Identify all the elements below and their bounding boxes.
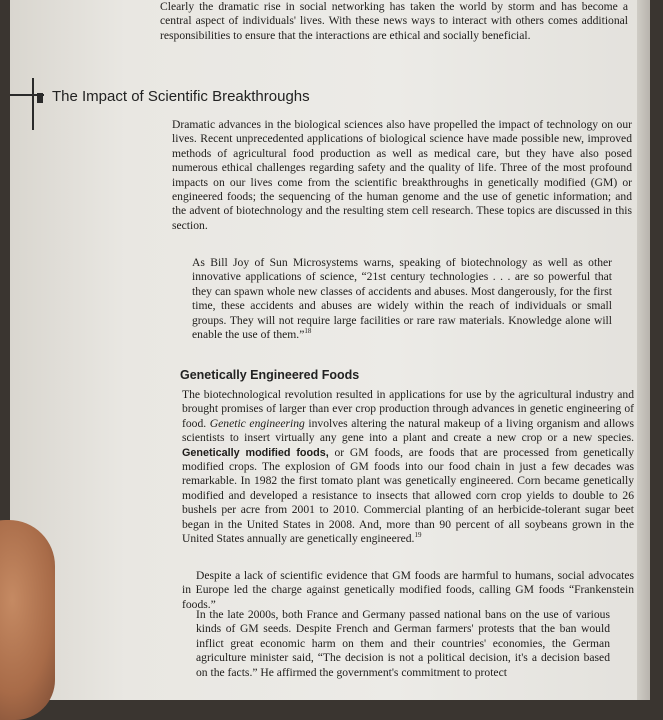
intro-paragraph: Clearly the dramatic rise in social networking has taken the world by storm and has become a central aspect of individuals' lives. With these news ways to interact with others comes additional responsibilities to ensure that the interactions are ethical and socially beneficial. [160,0,628,42]
quote-text: As Bill Joy of Sun Microsystems warns, speaking of biotechnology as well as other innovative applications of science, “21st century technologies . . . are so powerful that they can spawn whole new classes of accidents and abuses. Most dangerously, for the first time, these accidents and abuses are widely within the reach of individuals or small groups. They will not require large facilities or rare raw materials. Knowledge alone will enable the use of them.” [192,256,612,342]
quote-footnote: 18 [304,327,312,336]
gm-paragraph-3: In the late 2000s, both France and Germany passed national bans on the use of various kinds of GM seeds. Despite French and German farmers' protests that the ban would inflict great economic harm on them and their countries' economies, the German agriculture minister said, “The decision is not a political decision, it's a decision based on the facts.” He affirmed the government's commitment to protect [196,608,610,679]
book-page [10,0,650,700]
gm-footnote: 19 [414,531,422,540]
section-marker-vertical [32,78,34,130]
section-marker-block [37,93,43,103]
subheading: Genetically Engineered Foods [180,368,360,382]
gm-term-modified-foods: Genetically modified foods, [182,446,329,459]
gm-text-2: involves altering the natural makeup of a living organism and allows scientists to insert virtually any gene into a plant and create a new crop or a new species. [182,416,634,445]
gm-text-1: The biotechnological revolution resulted in applications for use by the agricultural industry and brought promises of larger than ever crop production through advances in genetic engineering of food. [182,388,634,430]
gm-paragraph [182,388,634,546]
thumb [0,520,55,720]
gm-term-genetic-engineering: Genetic engineering [209,416,305,430]
quote-paragraph [192,256,612,342]
page-edge-shadow [637,0,650,700]
gm-paragraph-2: Despite a lack of scientific evidence that GM foods are harmful to humans, social advocates in Europe led the charge against genetically modified foods, calling GM foods “Frankenstein foods.” [182,569,634,611]
section-heading: The Impact of Scientific Breakthroughs [52,88,310,105]
gm-text-3: or GM foods, are foods that are processed from genetically modified crops. The explosion of GM foods into our food chain in just a few decades was remarkable. In 1982 the first tomato plant was genetically engineered. Corn became genetically modified and developed a resistance to insects that allowed corn crop yields to double to 26 bushels per acre from 2001 to 2010. Commercial planting of an herbicide-tolerant sugar beet began in the United States in 2008. And, more than 90 percent of all soybeans grown in the United States annually are genetically engineered. [182,445,635,546]
science-paragraph: Dramatic advances in the biological sciences also have propelled the impact of technology on our lives. Recent unprecedented applications of biological science have made possible new, improved methods of agricultural food production as well as medical care, but they have also posed numerous ethical challenges regarding safety and the quality of life. Three of the most profound impacts on our lives come from the scientific breakthroughs in genetically modified (GM) or engineered foods; the sequencing of the human genome and the use of genetic information; and the advent of biotechnology and the resulting stem cell research. These topics are discussed in this section. [172,118,632,232]
